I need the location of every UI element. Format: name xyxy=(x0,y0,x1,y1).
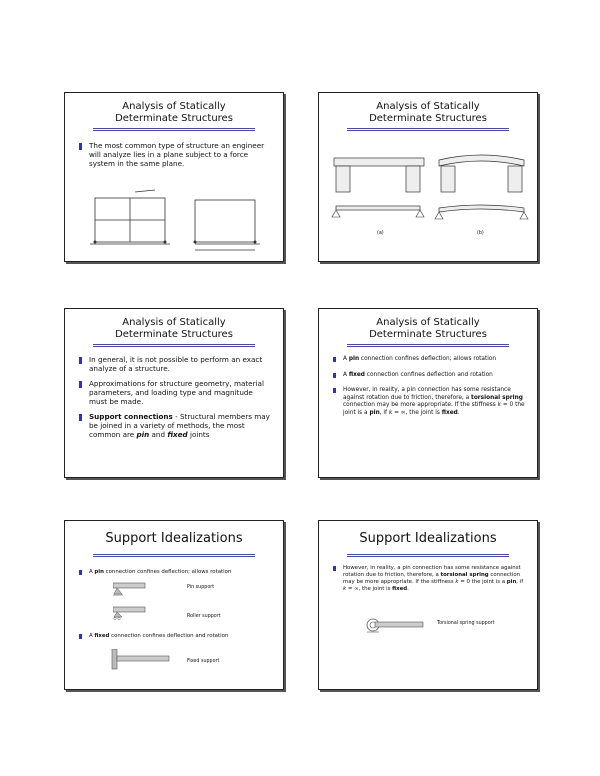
title-rule xyxy=(93,554,255,557)
bullet-item: Approximations for structure geometry, material parameters, and loading type and magnitude must be made. xyxy=(79,379,271,406)
slide-4 xyxy=(318,308,538,478)
torsional-spring-icon xyxy=(365,617,425,633)
slide-2 xyxy=(318,92,538,262)
bullet-item: However, in reality, a pin connection has some resistance against rotation due to friction, therefore, a torsional spring connection may be more appropriate. If the stiffness k = 0 the joint is a pin, if k = ∞, the joint is fixed. xyxy=(333,565,525,599)
slide-3 xyxy=(64,308,284,478)
title-rule xyxy=(347,344,509,347)
roller-support-icon xyxy=(113,605,147,621)
pin-support-label: Pin support xyxy=(187,585,215,590)
bullet-item: A pin connection confines deflection; allows rotation xyxy=(79,569,271,582)
slide-title: Analysis of Statically Determinate Structures xyxy=(115,101,233,124)
beam-diagram xyxy=(324,138,534,233)
bullet-item: A fixed connection confines deflection and rotation xyxy=(79,633,271,646)
slide-6 xyxy=(318,520,538,690)
slide-title: Analysis of Statically Determinate Structures xyxy=(369,101,487,124)
title-rule xyxy=(93,344,255,347)
pin-support-icon xyxy=(113,581,147,597)
title-rule xyxy=(347,554,509,557)
slide-title: Analysis of Statically Determinate Structures xyxy=(115,317,233,340)
bullet-item: However, in reality, a pin connection has some resistance against rotation due to friction, therefore, a torsional spring connection may be more appropriate. If the stiffness k = 0 the joint is a pin, if k = ∞, the joint is fixed. xyxy=(333,387,525,417)
bullet-item: A pin connection confines deflection; allows rotation xyxy=(333,356,525,364)
bullet-item: The most common type of structure an engineer will analyze lies in a plane subject to a force system in the same plane. xyxy=(79,141,271,168)
roller-support-label: Roller support xyxy=(187,614,221,619)
slide-title: Support Idealizations xyxy=(359,531,497,546)
title-rule xyxy=(347,128,509,131)
figure-label-b: (b) xyxy=(477,231,484,236)
slide-title: Analysis of Statically Determinate Structures xyxy=(369,317,487,340)
bullet-list xyxy=(79,355,271,445)
slide-5 xyxy=(64,520,284,690)
bullet-item: A fixed connection confines deflection and rotation xyxy=(333,372,525,380)
figure-label-a: (a) xyxy=(377,231,384,236)
slide-1 xyxy=(64,92,284,262)
fixed-support-label: Fixed support xyxy=(187,659,220,664)
bullet-list xyxy=(333,356,525,423)
slide-title: Support Idealizations xyxy=(105,531,243,546)
bullet-item: Support connections - Structural members may be joined in a variety of methods, the most common are pin and fixed joints xyxy=(79,412,271,439)
fixed-support-icon xyxy=(111,649,171,671)
title-rule xyxy=(93,128,255,131)
frame-diagram xyxy=(75,188,275,258)
bullet-item: In general, it is not possible to perform an exact analyze of a structure. xyxy=(79,355,271,373)
torsional-spring-label: Torsional spring support xyxy=(437,621,495,626)
bullet-list xyxy=(79,141,271,174)
